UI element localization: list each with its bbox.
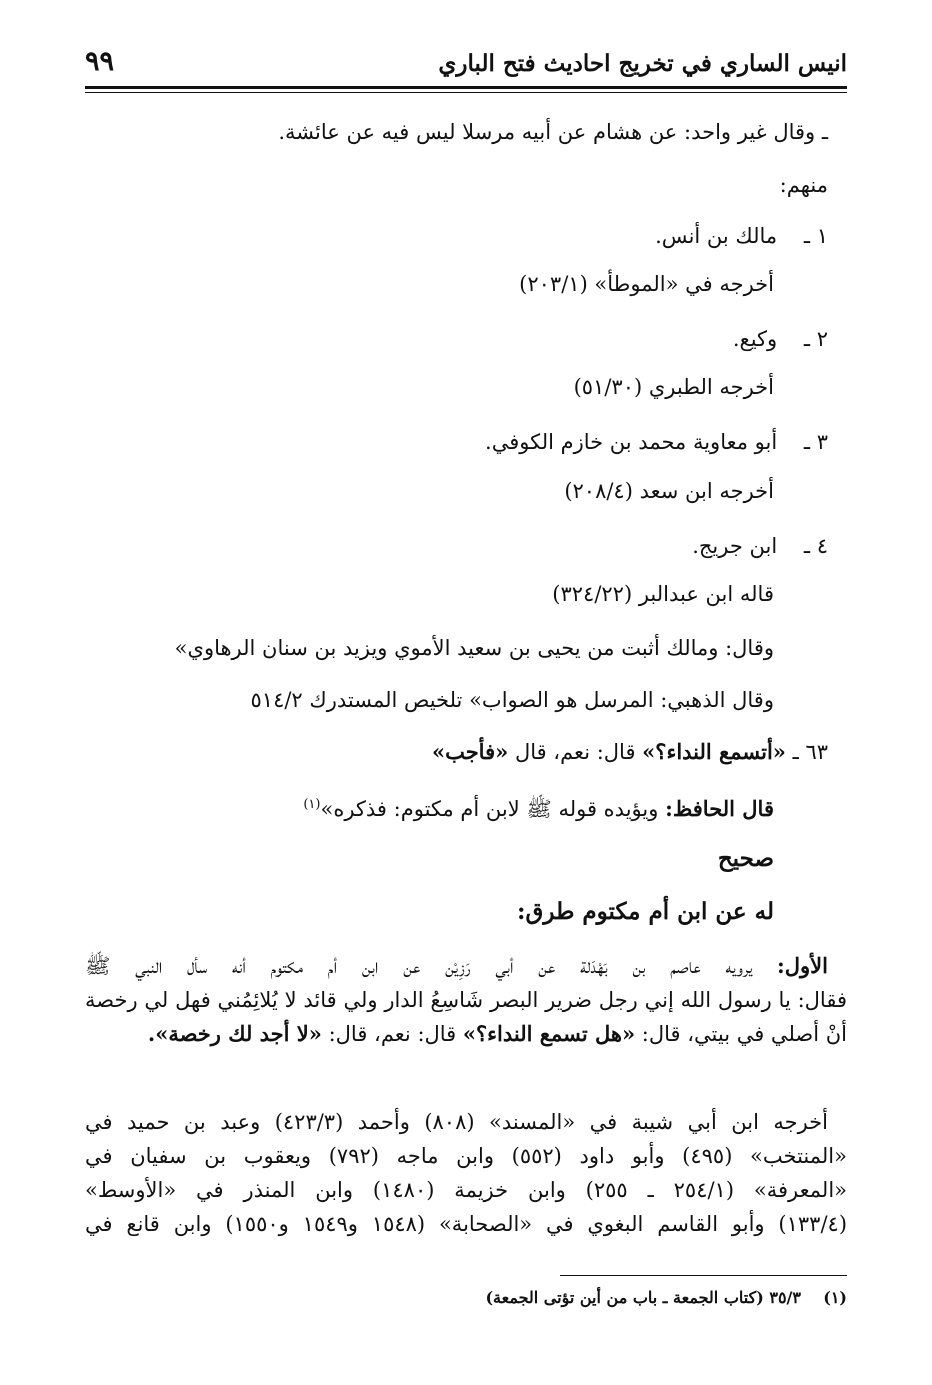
section-heading: له عن ابن أم مكتوم طرق: — [517, 898, 774, 925]
footnote-ref: (١) — [303, 797, 321, 812]
narrator-name: أبو معاوية محمد بن خازم الكوفي. — [485, 430, 778, 454]
footnote-text: ٣٥/٣ (كتاب الجمعة ـ باب من أين تؤتى الجمعة) — [485, 1288, 801, 1307]
source-line: أخرجه الطبري (٥١/٣٠) — [573, 375, 774, 399]
quote-line: وقال: ومالك أثبت من يحيى بن سعيد الأموي ويزيد بن سنان الرهاوي» — [174, 636, 774, 660]
footnote-number: (١) — [823, 1288, 847, 1307]
list-item — [485, 428, 828, 456]
list-item — [655, 222, 828, 250]
page-number: ٩٩ — [85, 46, 115, 77]
list-number: ٣ ـ — [803, 430, 828, 454]
paragraph-row: أخرجه ابن أبي شيبة في «المسند» (٨٠٨) وأحمد (٤٢٣/٣) وعبد بن حميد في — [85, 1110, 828, 1134]
paragraph-row: «المعرفة» (٢٥٤/١ ـ ٢٥٥) وابن خزيمة (١٤٨٠) وابن المنذر في «الأوسط» — [85, 1178, 847, 1202]
grade-heading: صحيح — [717, 845, 774, 872]
hadith-text: «أتسمع النداء؟» — [642, 739, 786, 764]
paragraph-row: «المنتخب» (٤٩٥) وأبو داود (٥٥٢) وابن ماجه (٧٩٢) ويعقوب بن سفيان في — [85, 1144, 847, 1168]
hadith-heading — [432, 738, 828, 766]
narrator-name: ابن جريج. — [692, 534, 778, 558]
book-title: انيس الساري في تخريج احاديث فتح الباري — [438, 50, 847, 77]
hafiz-line — [303, 791, 774, 823]
hadith-text: قال: نعم، قال — [514, 740, 636, 764]
paragraph-takhrij — [85, 1105, 847, 1241]
list-number: ٢ ـ — [803, 327, 828, 351]
paragraph-row: أنْ أصلي في بيتي، قال: «هل تسمع النداء؟» قال: نعم، قال: «لا أجد لك رخصة». — [147, 1021, 847, 1046]
header-rule-thin — [85, 92, 847, 93]
narrator-name: مالك بن أنس. — [655, 224, 778, 248]
source-line: أخرجه ابن سعد (٢٠٨/٤) — [564, 479, 774, 503]
list-item — [733, 325, 828, 353]
hafiz-text: ويؤيده قوله ﷺ لابن أم مكتوم: فذكره» — [320, 797, 659, 821]
footnote — [485, 1288, 847, 1307]
list-number: ٤ ـ — [803, 534, 828, 558]
quote-line: وقال الذهبي: المرسل هو الصواب» تلخيص المستدرك ٥١٤/٢ — [250, 688, 774, 712]
header-rule-thick — [85, 86, 847, 89]
source-line: أخرجه في «الموطأ» (٢٠٣/١) — [519, 272, 774, 296]
text-line: منهم: — [779, 173, 828, 197]
paragraph-first-route — [85, 949, 847, 1051]
paragraph-row: الأول: يرويه عاصم بن بَهْدَلة عن أبي رَزِيْن عن ابن أم مكتوم أنه سأل النبي ﷺ — [85, 953, 828, 978]
hadith-text: «فأجب» — [431, 739, 509, 764]
hadith-number: ٦٣ ـ — [792, 740, 828, 764]
list-number: ١ ـ — [803, 224, 828, 248]
list-item — [692, 532, 828, 560]
text-line: ـ وقال غير واحد: عن هشام عن أبيه مرسلا ليس فيه عن عائشة. — [278, 120, 828, 144]
paragraph-row: فقال: يا رسول الله إني رجل ضرير البصر شَاسِعُ الدار ولي قائد لا يُلائِمُني فهل لي رخصة — [85, 988, 847, 1012]
narrator-name: وكيع. — [732, 327, 778, 351]
running-header — [85, 44, 847, 84]
source-line: قاله ابن عبدالبر (٣٢٤/٢٢) — [552, 582, 774, 606]
route-label: الأول: — [777, 953, 828, 978]
hafiz-label: قال الحافظ: — [665, 796, 774, 821]
footnote-rule — [560, 1275, 847, 1276]
paragraph-row: (١٣٣/٤) وأبو القاسم البغوي في «الصحابة» (١٥٤٨ و١٥٤٩ و١٥٥٠) وابن قانع في — [85, 1212, 848, 1236]
